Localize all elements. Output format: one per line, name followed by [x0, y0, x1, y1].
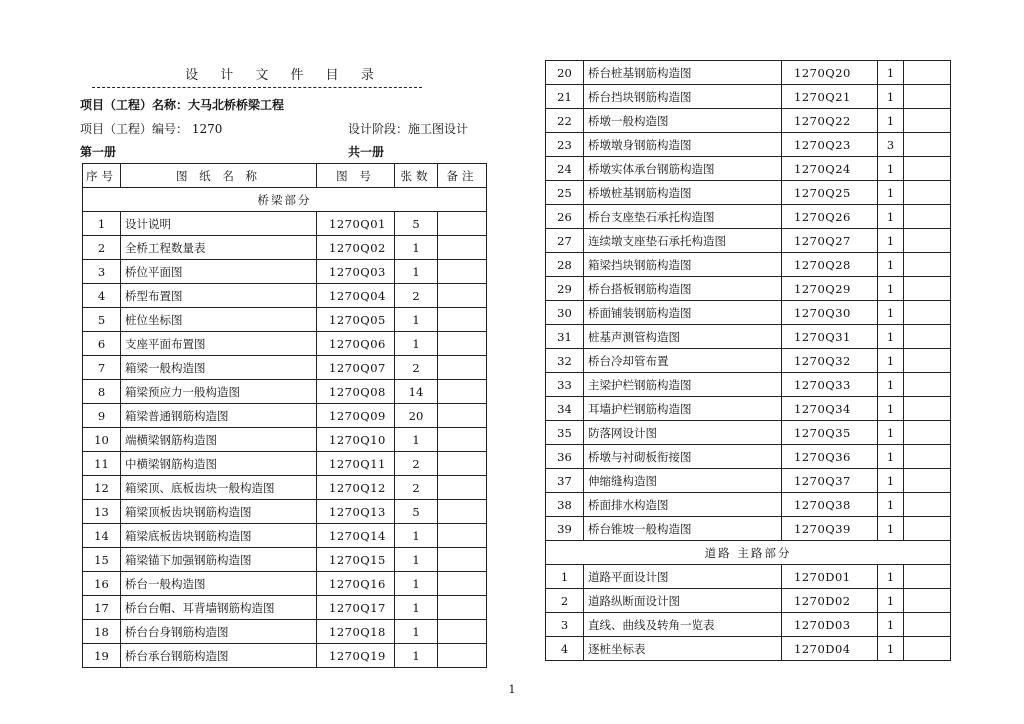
row-index: 14	[83, 524, 121, 548]
section-heading-road: 道路 主路部分	[546, 541, 951, 565]
table-row	[83, 428, 487, 452]
row-remark	[904, 637, 951, 661]
row-drawing-name: 逐桩坐标表	[584, 637, 782, 661]
row-drawing-code: 1270Q12	[317, 476, 395, 500]
table-row	[83, 572, 487, 596]
row-index: 34	[546, 397, 584, 421]
row-drawing-code: 1270Q37	[782, 469, 878, 493]
row-drawing-name: 桥台锥坡一般构造图	[584, 517, 782, 541]
table-row	[83, 548, 487, 572]
row-remark	[904, 157, 951, 181]
row-drawing-name: 箱梁顶板齿块钢筋构造图	[121, 500, 317, 524]
row-sheet-count: 1	[878, 277, 904, 301]
table-row	[546, 205, 951, 229]
table-row	[83, 500, 487, 524]
volume-label: 第一册	[80, 145, 117, 159]
table-row	[546, 565, 951, 589]
row-drawing-code: 1270Q22	[782, 109, 878, 133]
row-remark	[438, 524, 487, 548]
table-row	[546, 637, 951, 661]
row-index: 18	[83, 620, 121, 644]
row-drawing-name: 道路平面设计图	[584, 565, 782, 589]
row-drawing-code: 1270Q35	[782, 421, 878, 445]
row-sheet-count: 20	[395, 404, 438, 428]
row-drawing-name: 直线、曲线及转角一览表	[584, 613, 782, 637]
row-drawing-name: 箱梁普通钢筋构造图	[121, 404, 317, 428]
table-row	[546, 85, 951, 109]
col-header-sheets: 张数	[395, 164, 438, 188]
row-remark	[904, 613, 951, 637]
section-row	[83, 188, 487, 212]
row-drawing-name: 桥台台帽、耳背墙钢筋构造图	[121, 596, 317, 620]
row-remark	[438, 284, 487, 308]
table-row	[83, 524, 487, 548]
row-sheet-count: 2	[395, 284, 438, 308]
row-drawing-code: 1270D01	[782, 565, 878, 589]
table-row	[546, 61, 951, 85]
row-drawing-name: 桩位坐标图	[121, 308, 317, 332]
row-drawing-code: 1270Q27	[782, 229, 878, 253]
row-drawing-code: 1270Q29	[782, 277, 878, 301]
row-remark	[904, 277, 951, 301]
row-index: 15	[83, 548, 121, 572]
row-remark	[904, 253, 951, 277]
row-remark	[438, 332, 487, 356]
row-drawing-code: 1270Q39	[782, 517, 878, 541]
table-row	[83, 308, 487, 332]
row-index: 2	[546, 589, 584, 613]
row-drawing-name: 主梁护栏钢筋构造图	[584, 373, 782, 397]
row-remark	[904, 109, 951, 133]
row-sheet-count: 1	[878, 229, 904, 253]
row-index: 1	[83, 212, 121, 236]
row-drawing-name: 箱梁预应力一般构造图	[121, 380, 317, 404]
row-drawing-code: 1270Q17	[317, 596, 395, 620]
table-row	[83, 620, 487, 644]
row-drawing-code: 1270Q09	[317, 404, 395, 428]
row-index: 39	[546, 517, 584, 541]
table-row	[546, 229, 951, 253]
row-index: 9	[83, 404, 121, 428]
row-sheet-count: 1	[395, 308, 438, 332]
row-drawing-name: 桥型布置图	[121, 284, 317, 308]
row-drawing-name: 桥台支座垫石承托构造图	[584, 205, 782, 229]
table-row	[83, 332, 487, 356]
row-index: 13	[83, 500, 121, 524]
row-remark	[904, 85, 951, 109]
row-index: 1	[546, 565, 584, 589]
row-drawing-code: 1270Q05	[317, 308, 395, 332]
row-sheet-count: 1	[395, 620, 438, 644]
row-drawing-code: 1270Q25	[782, 181, 878, 205]
row-remark	[904, 517, 951, 541]
row-drawing-name: 桥台一般构造图	[121, 572, 317, 596]
row-index: 32	[546, 349, 584, 373]
row-index: 22	[546, 109, 584, 133]
row-drawing-name: 桥台桩基钢筋构造图	[584, 61, 782, 85]
project-code: 项目（工程）编号： 1270	[80, 122, 223, 136]
row-index: 4	[83, 284, 121, 308]
table-row	[83, 260, 487, 284]
row-drawing-code: 1270Q10	[317, 428, 395, 452]
row-remark	[904, 589, 951, 613]
document-title: 设 计 文 件 目 录	[185, 68, 383, 83]
table-row	[546, 373, 951, 397]
table-header-row	[83, 164, 487, 188]
row-index: 36	[546, 445, 584, 469]
row-index: 21	[546, 85, 584, 109]
row-index: 5	[83, 308, 121, 332]
row-drawing-code: 1270Q11	[317, 452, 395, 476]
row-drawing-code: 1270Q28	[782, 253, 878, 277]
table-row	[83, 380, 487, 404]
row-drawing-code: 1270Q01	[317, 212, 395, 236]
row-drawing-code: 1270Q26	[782, 205, 878, 229]
row-drawing-code: 1270Q20	[782, 61, 878, 85]
row-drawing-name: 箱梁底板齿块钢筋构造图	[121, 524, 317, 548]
row-sheet-count: 1	[878, 301, 904, 325]
row-index: 24	[546, 157, 584, 181]
row-remark	[438, 620, 487, 644]
table-row	[546, 589, 951, 613]
row-index: 30	[546, 301, 584, 325]
row-index: 2	[83, 236, 121, 260]
col-header-code: 图 号	[317, 164, 395, 188]
project-name: 项目（工程）名称：大马北桥桥梁工程	[80, 98, 285, 112]
row-sheet-count: 1	[395, 644, 438, 668]
row-index: 27	[546, 229, 584, 253]
row-sheet-count: 1	[878, 205, 904, 229]
row-drawing-name: 桥墩与衬砌板衔接图	[584, 445, 782, 469]
row-drawing-code: 1270Q15	[317, 548, 395, 572]
row-index: 20	[546, 61, 584, 85]
table-row	[83, 476, 487, 500]
row-index: 38	[546, 493, 584, 517]
table-row	[546, 325, 951, 349]
row-sheet-count: 1	[878, 61, 904, 85]
row-drawing-name: 防落网设计图	[584, 421, 782, 445]
row-sheet-count: 5	[395, 212, 438, 236]
row-remark	[904, 205, 951, 229]
row-drawing-name: 箱梁锚下加强钢筋构造图	[121, 548, 317, 572]
row-sheet-count: 1	[395, 428, 438, 452]
row-drawing-name: 道路纵断面设计图	[584, 589, 782, 613]
col-header-name: 图 纸 名 称	[121, 164, 317, 188]
row-drawing-code: 1270Q24	[782, 157, 878, 181]
row-drawing-name: 耳墙护栏钢筋构造图	[584, 397, 782, 421]
table-row	[546, 253, 951, 277]
table-row	[546, 397, 951, 421]
row-drawing-name: 桥墩墩身钢筋构造图	[584, 133, 782, 157]
title-dashed-rule	[92, 87, 422, 88]
row-drawing-name: 端横梁钢筋构造图	[121, 428, 317, 452]
row-remark	[438, 428, 487, 452]
table-row	[83, 212, 487, 236]
row-sheet-count: 1	[878, 157, 904, 181]
col-header-remark: 备注	[438, 164, 487, 188]
row-sheet-count: 1	[878, 493, 904, 517]
row-sheet-count: 1	[395, 236, 438, 260]
row-drawing-code: 1270Q31	[782, 325, 878, 349]
row-sheet-count: 14	[395, 380, 438, 404]
row-drawing-code: 1270Q23	[782, 133, 878, 157]
row-drawing-code: 1270Q07	[317, 356, 395, 380]
row-remark	[904, 229, 951, 253]
table-row	[83, 644, 487, 668]
row-drawing-name: 箱梁一般构造图	[121, 356, 317, 380]
table-row	[83, 596, 487, 620]
row-index: 25	[546, 181, 584, 205]
row-drawing-name: 支座平面布置图	[121, 332, 317, 356]
table-row	[83, 284, 487, 308]
row-drawing-name: 伸缩缝构造图	[584, 469, 782, 493]
row-index: 33	[546, 373, 584, 397]
table-row	[546, 469, 951, 493]
row-index: 3	[546, 613, 584, 637]
page-number: 1	[508, 683, 516, 696]
row-remark	[904, 421, 951, 445]
drawing-list-table-left	[82, 163, 487, 668]
row-drawing-name: 设计说明	[121, 212, 317, 236]
row-index: 11	[83, 452, 121, 476]
drawing-list-table-right	[545, 60, 951, 661]
row-remark	[904, 325, 951, 349]
row-drawing-code: 1270Q34	[782, 397, 878, 421]
row-drawing-code: 1270Q32	[782, 349, 878, 373]
row-sheet-count: 1	[395, 260, 438, 284]
row-drawing-code: 1270D02	[782, 589, 878, 613]
row-sheet-count: 1	[878, 565, 904, 589]
row-drawing-code: 1270Q38	[782, 493, 878, 517]
row-remark	[438, 476, 487, 500]
row-sheet-count: 1	[878, 517, 904, 541]
row-remark	[438, 548, 487, 572]
row-drawing-code: 1270Q13	[317, 500, 395, 524]
table-row	[546, 349, 951, 373]
table-row	[83, 404, 487, 428]
row-sheet-count: 1	[878, 589, 904, 613]
row-remark	[438, 500, 487, 524]
row-remark	[904, 397, 951, 421]
row-drawing-name: 箱梁挡块钢筋构造图	[584, 253, 782, 277]
table-row	[83, 236, 487, 260]
row-remark	[438, 596, 487, 620]
row-remark	[438, 572, 487, 596]
row-index: 19	[83, 644, 121, 668]
row-sheet-count: 1	[878, 325, 904, 349]
row-index: 7	[83, 356, 121, 380]
row-index: 16	[83, 572, 121, 596]
row-drawing-code: 1270Q04	[317, 284, 395, 308]
table-row	[546, 157, 951, 181]
row-sheet-count: 1	[878, 109, 904, 133]
row-remark	[904, 493, 951, 517]
row-index: 10	[83, 428, 121, 452]
row-index: 28	[546, 253, 584, 277]
row-sheet-count: 1	[395, 332, 438, 356]
row-drawing-name: 桥位平面图	[121, 260, 317, 284]
row-remark	[904, 445, 951, 469]
row-drawing-name: 桥墩桩基钢筋构造图	[584, 181, 782, 205]
row-drawing-code: 1270Q16	[317, 572, 395, 596]
row-drawing-name: 桥台承台钢筋构造图	[121, 644, 317, 668]
table-row	[546, 109, 951, 133]
row-index: 12	[83, 476, 121, 500]
row-index: 8	[83, 380, 121, 404]
row-drawing-name: 全桥工程数量表	[121, 236, 317, 260]
row-drawing-name: 桥墩实体承台钢筋构造图	[584, 157, 782, 181]
row-sheet-count: 1	[395, 572, 438, 596]
row-remark	[438, 644, 487, 668]
row-sheet-count: 1	[878, 397, 904, 421]
row-remark	[904, 373, 951, 397]
row-index: 26	[546, 205, 584, 229]
row-drawing-code: 1270Q08	[317, 380, 395, 404]
row-sheet-count: 3	[878, 133, 904, 157]
row-remark	[438, 212, 487, 236]
row-sheet-count: 2	[395, 452, 438, 476]
row-drawing-name: 桩基声测管构造图	[584, 325, 782, 349]
row-drawing-name: 箱梁顶、底板齿块一般构造图	[121, 476, 317, 500]
table-row	[83, 452, 487, 476]
row-drawing-name: 桥台搭板钢筋构造图	[584, 277, 782, 301]
col-header-index: 序号	[83, 164, 121, 188]
table-row	[546, 517, 951, 541]
row-index: 23	[546, 133, 584, 157]
row-drawing-code: 1270Q19	[317, 644, 395, 668]
row-index: 6	[83, 332, 121, 356]
row-sheet-count: 1	[878, 181, 904, 205]
row-sheet-count: 1	[395, 596, 438, 620]
row-index: 17	[83, 596, 121, 620]
row-sheet-count: 1	[878, 85, 904, 109]
row-sheet-count: 1	[878, 349, 904, 373]
row-remark	[438, 380, 487, 404]
row-drawing-name: 桥台台身钢筋构造图	[121, 620, 317, 644]
row-drawing-code: 1270Q06	[317, 332, 395, 356]
design-stage: 设计阶段：施工图设计	[348, 122, 469, 136]
row-drawing-code: 1270Q21	[782, 85, 878, 109]
row-remark	[904, 61, 951, 85]
row-sheet-count: 5	[395, 500, 438, 524]
row-drawing-name: 中横梁钢筋构造图	[121, 452, 317, 476]
table-row	[546, 301, 951, 325]
table-row	[546, 277, 951, 301]
row-remark	[904, 349, 951, 373]
row-index: 35	[546, 421, 584, 445]
row-sheet-count: 1	[878, 637, 904, 661]
row-sheet-count: 1	[395, 548, 438, 572]
row-sheet-count: 1	[878, 373, 904, 397]
table-row	[546, 181, 951, 205]
row-remark	[438, 356, 487, 380]
row-index: 37	[546, 469, 584, 493]
row-drawing-code: 1270Q36	[782, 445, 878, 469]
row-drawing-name: 桥台挡块钢筋构造图	[584, 85, 782, 109]
table-row	[546, 493, 951, 517]
row-sheet-count: 2	[395, 356, 438, 380]
row-drawing-code: 1270Q14	[317, 524, 395, 548]
row-drawing-code: 1270Q33	[782, 373, 878, 397]
row-remark	[904, 301, 951, 325]
table-row	[546, 445, 951, 469]
row-remark	[438, 236, 487, 260]
row-sheet-count: 1	[878, 445, 904, 469]
row-remark	[904, 565, 951, 589]
row-remark	[904, 469, 951, 493]
row-sheet-count: 1	[878, 253, 904, 277]
row-remark	[904, 181, 951, 205]
section-row	[546, 541, 951, 565]
row-drawing-code: 1270Q30	[782, 301, 878, 325]
row-drawing-name: 连续墩支座垫石承托构造图	[584, 229, 782, 253]
total-volumes-label: 共一册	[348, 145, 385, 159]
row-drawing-name: 桥台冷却管布置	[584, 349, 782, 373]
row-drawing-name: 桥面铺装钢筋构造图	[584, 301, 782, 325]
row-sheet-count: 1	[878, 613, 904, 637]
row-index: 31	[546, 325, 584, 349]
row-drawing-name: 桥墩一般构造图	[584, 109, 782, 133]
row-drawing-code: 1270D03	[782, 613, 878, 637]
row-drawing-code: 1270Q03	[317, 260, 395, 284]
row-index: 29	[546, 277, 584, 301]
row-index: 3	[83, 260, 121, 284]
row-remark	[438, 404, 487, 428]
row-remark	[438, 308, 487, 332]
table-row	[546, 133, 951, 157]
row-sheet-count: 2	[395, 476, 438, 500]
row-drawing-code: 1270Q18	[317, 620, 395, 644]
row-drawing-name: 桥面排水构造图	[584, 493, 782, 517]
row-remark	[438, 260, 487, 284]
section-heading-bridge: 桥梁部分	[83, 188, 487, 212]
table-row	[546, 421, 951, 445]
table-row	[83, 356, 487, 380]
row-sheet-count: 1	[878, 421, 904, 445]
row-remark	[904, 133, 951, 157]
row-sheet-count: 1	[395, 524, 438, 548]
row-remark	[438, 452, 487, 476]
row-drawing-code: 1270D04	[782, 637, 878, 661]
row-sheet-count: 1	[878, 469, 904, 493]
row-drawing-code: 1270Q02	[317, 236, 395, 260]
table-row	[546, 613, 951, 637]
row-index: 4	[546, 637, 584, 661]
